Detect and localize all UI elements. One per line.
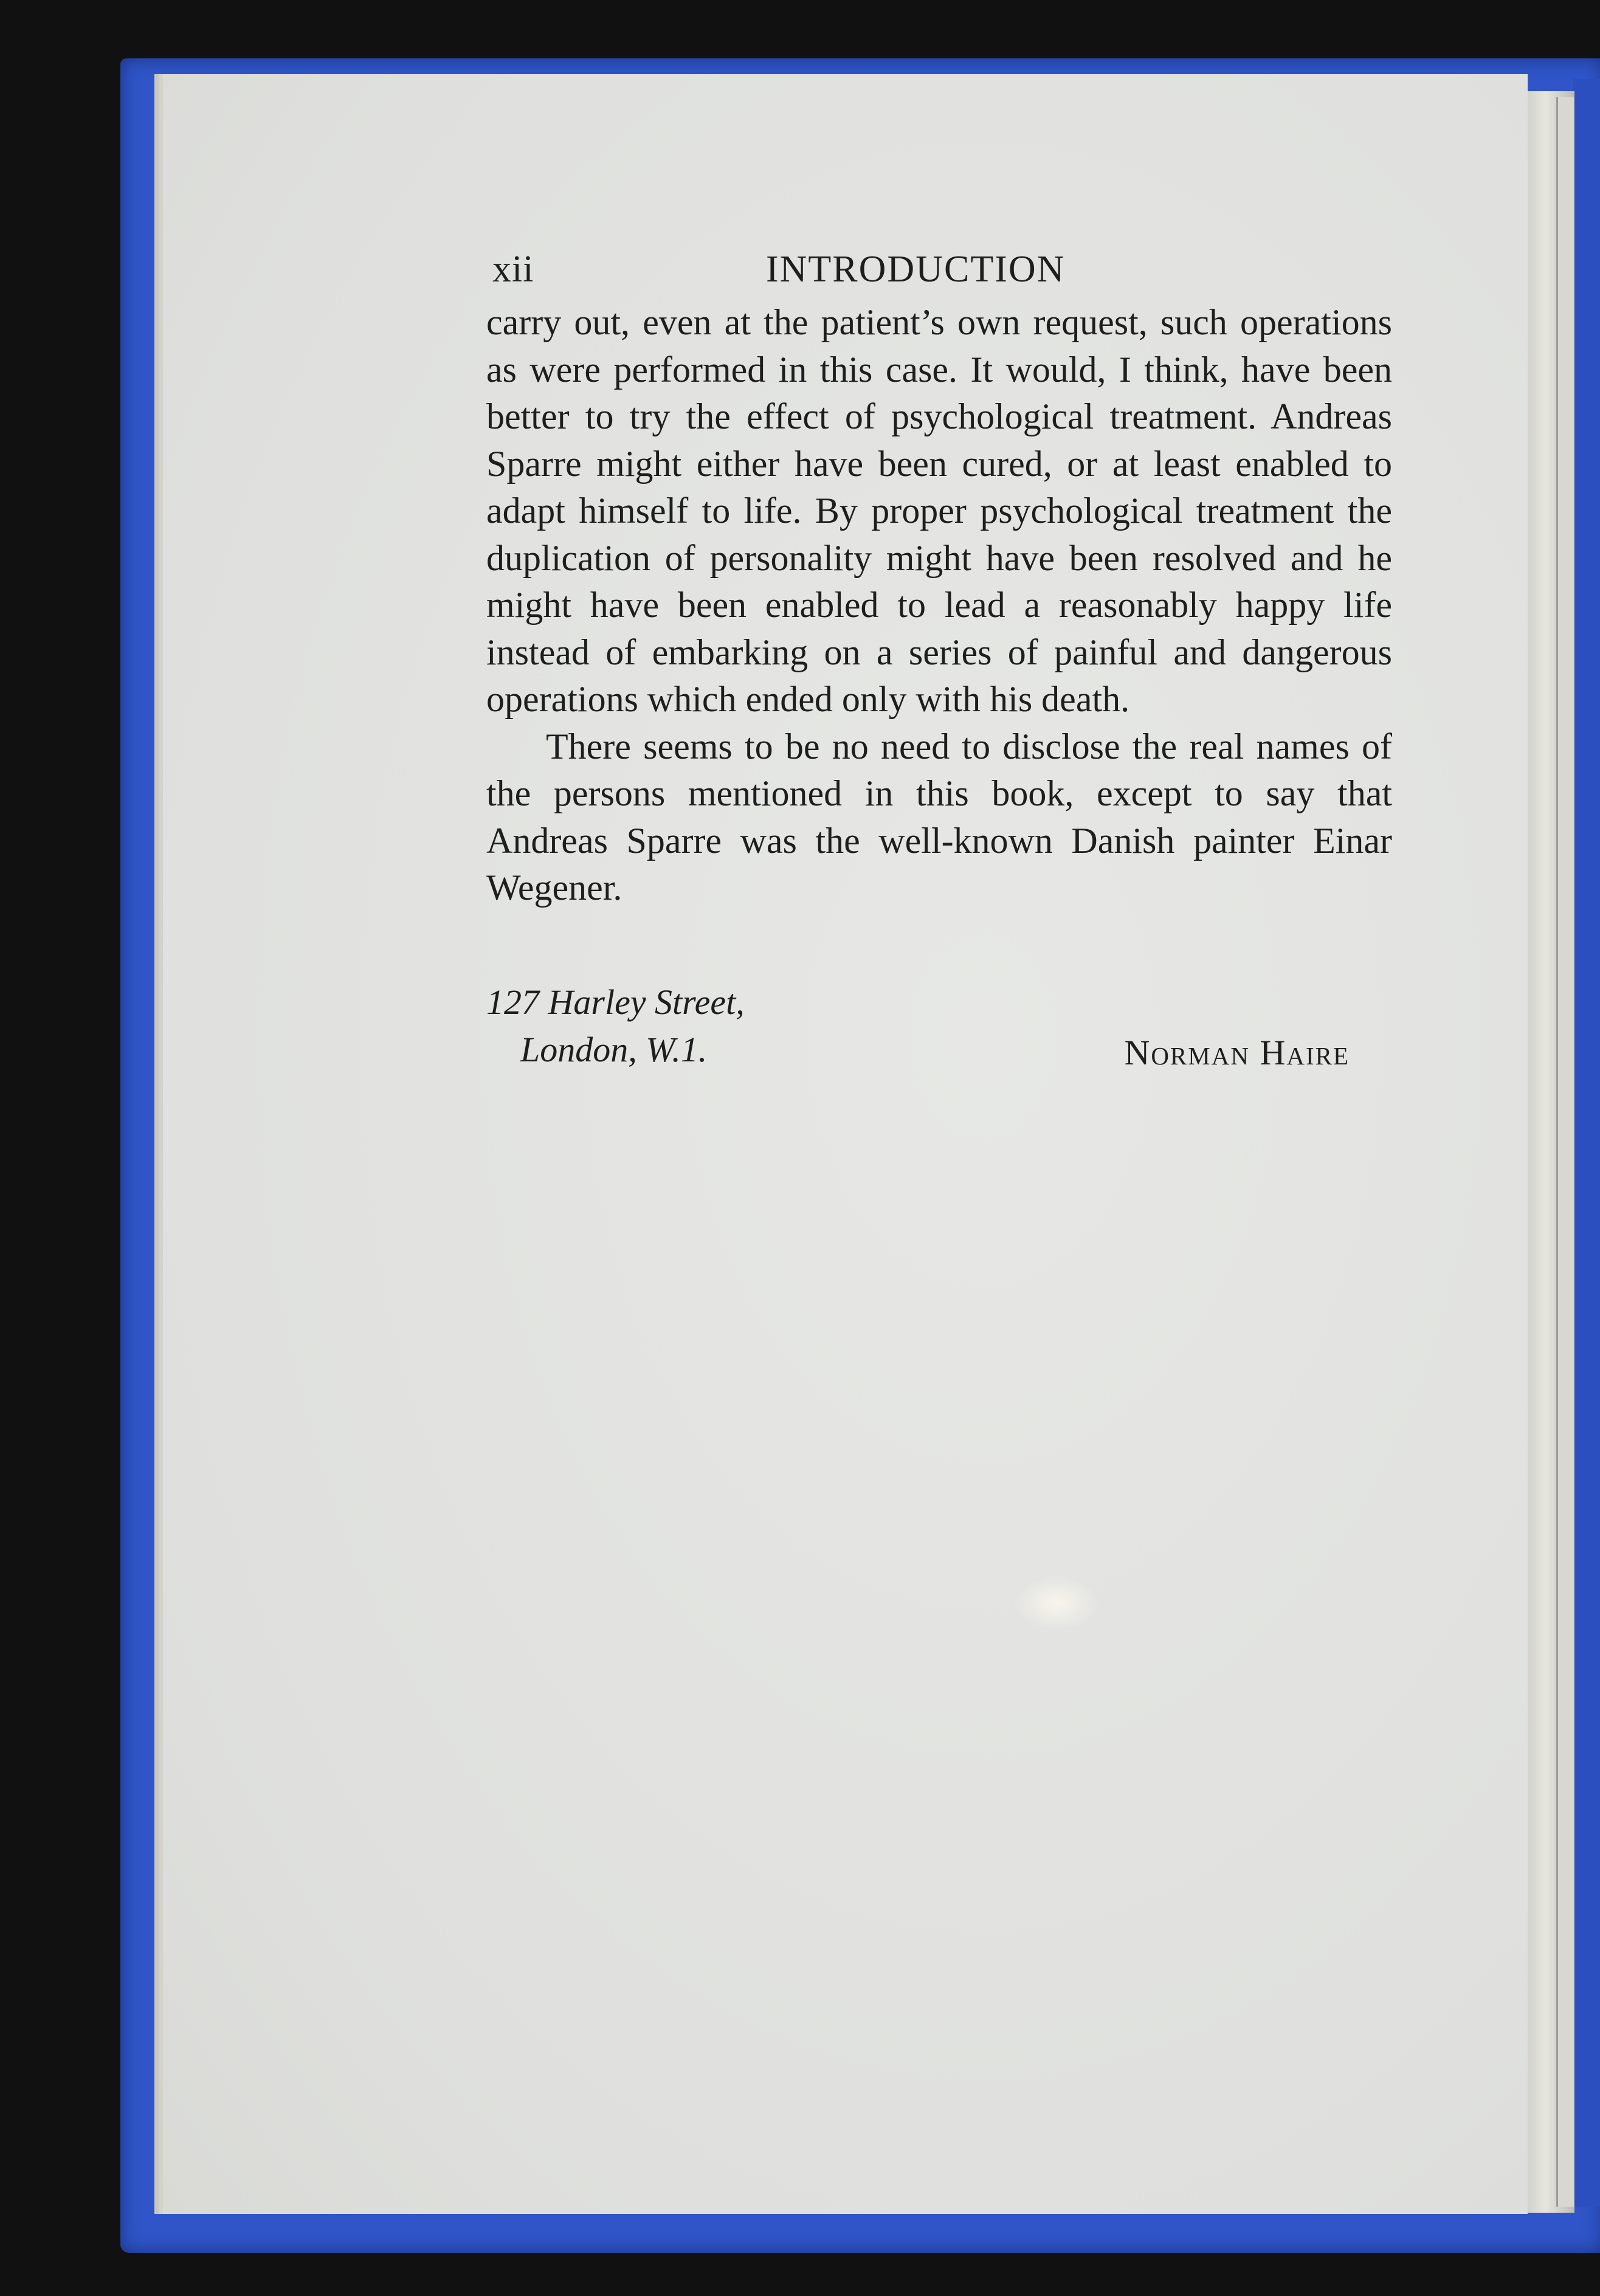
signature-block: [486, 982, 1392, 1085]
running-head: [486, 248, 1392, 297]
address-line-2: London, W.1.: [520, 1029, 708, 1069]
address-line-1: 127 Harley Street,: [486, 982, 745, 1022]
opposite-page-edge: [1556, 97, 1574, 2207]
cover-edge: [1573, 79, 1600, 2207]
page-number: xii: [492, 249, 534, 290]
page-content: [486, 248, 1392, 1085]
light-glare: [1014, 1576, 1099, 1630]
paragraph-1: carry out, even at the patient’s own request, such operations as were performed in this case. It would, I think, have been better to try the effect of psychological treatment. Andreas Sparre might either have been cured, or at least enabled to adapt himself to life. By proper psychological treatment the duplication of personality might have been resolved and he might have been enabled to lead a reasonably happy life instead of embarking on a series of painful and dangerous operations which ended only with his death.: [486, 302, 1392, 719]
paragraph-2: There seems to be no need to disclose the real names of the persons mentioned in this book, except to say that Andreas Sparre was the well-known Danish painter Einar Wegener.: [486, 726, 1392, 908]
body-text: [486, 299, 1392, 912]
running-head-title: INTRODUCTION: [766, 249, 1066, 290]
author-name: Norman Haire: [1124, 1032, 1350, 1072]
